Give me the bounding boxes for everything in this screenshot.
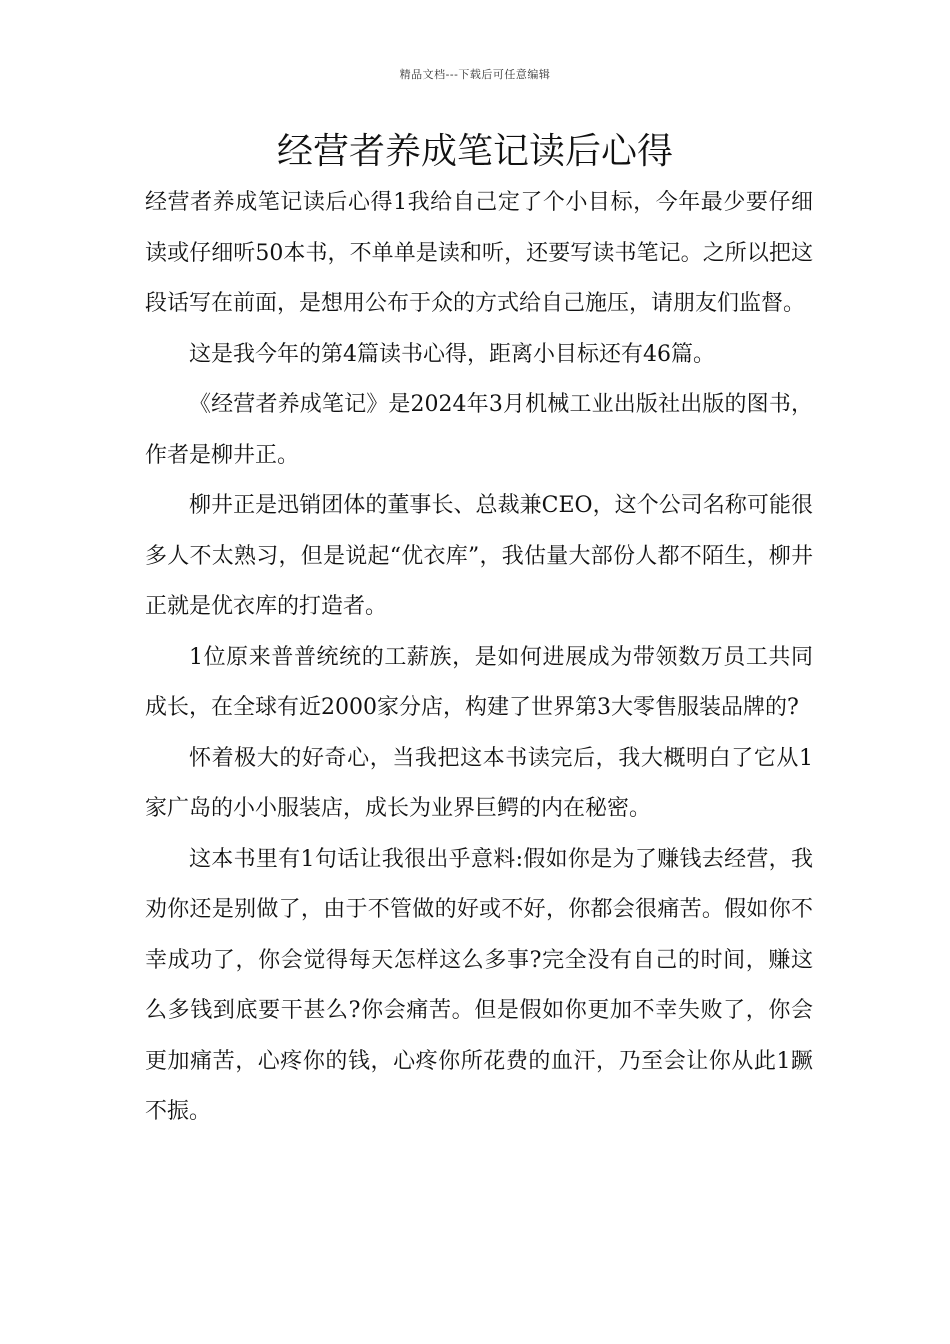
paragraph-question: 1位原来普普统统的工薪族，是如何进展成为带领数万员工共同成长，在全球有近2000家分店，构建了世界第3大零售服装品牌的? [145, 644, 813, 720]
paragraph-book-info: 《经营者养成笔记》是2024年3月机械工业出版社出版的图书，作者是柳井正。 [145, 392, 813, 468]
paragraph-intro: 经营者养成笔记读后心得1我给自己定了个小目标，今年最少要仔细读或仔细听50本书，不单单是读和听，还要写读书笔记。之所以把这段话写在前面，是想用公布于众的方式给自己施压，请朋友们监督。 [145, 190, 813, 316]
document-body [145, 178, 813, 1138]
paragraph-quote: 这本书里有1句话让我很出乎意料:假如你是为了赚钱去经营，我劝你还是别做了，由于不管做的好或不好，你都会很痛苦。假如你不幸成功了，你会觉得每天怎样这么多事?完全没有自己的时间，赚这么多钱到底要干甚么?你会痛苦。但是假如你更加不幸失败了，你会更加痛苦，心疼你的钱，心疼你所花费的血汗，乃至会让你从此1蹶不振。 [145, 846, 813, 1124]
paragraph-progress: 这是我今年的第4篇读书心得，距离小目标还有46篇。 [189, 341, 715, 367]
paragraph-curiosity: 怀着极大的好奇心，当我把这本书读完后，我大概明白了它从1家广岛的小小服装店，成长为业界巨鳄的内在秘密。 [145, 745, 813, 821]
document-title: 经营者养成笔记读后心得 [276, 131, 673, 172]
paragraph-author: 柳井正是迅销团体的董事长、总裁兼CEO，这个公司名称可能很多人不太熟习，但是说起“优衣库”，我估量大部份人都不陌生，柳井正就是优衣库的打造者。 [145, 493, 813, 619]
header-note: 精品文档---下载后可任意编辑 [399, 68, 551, 81]
